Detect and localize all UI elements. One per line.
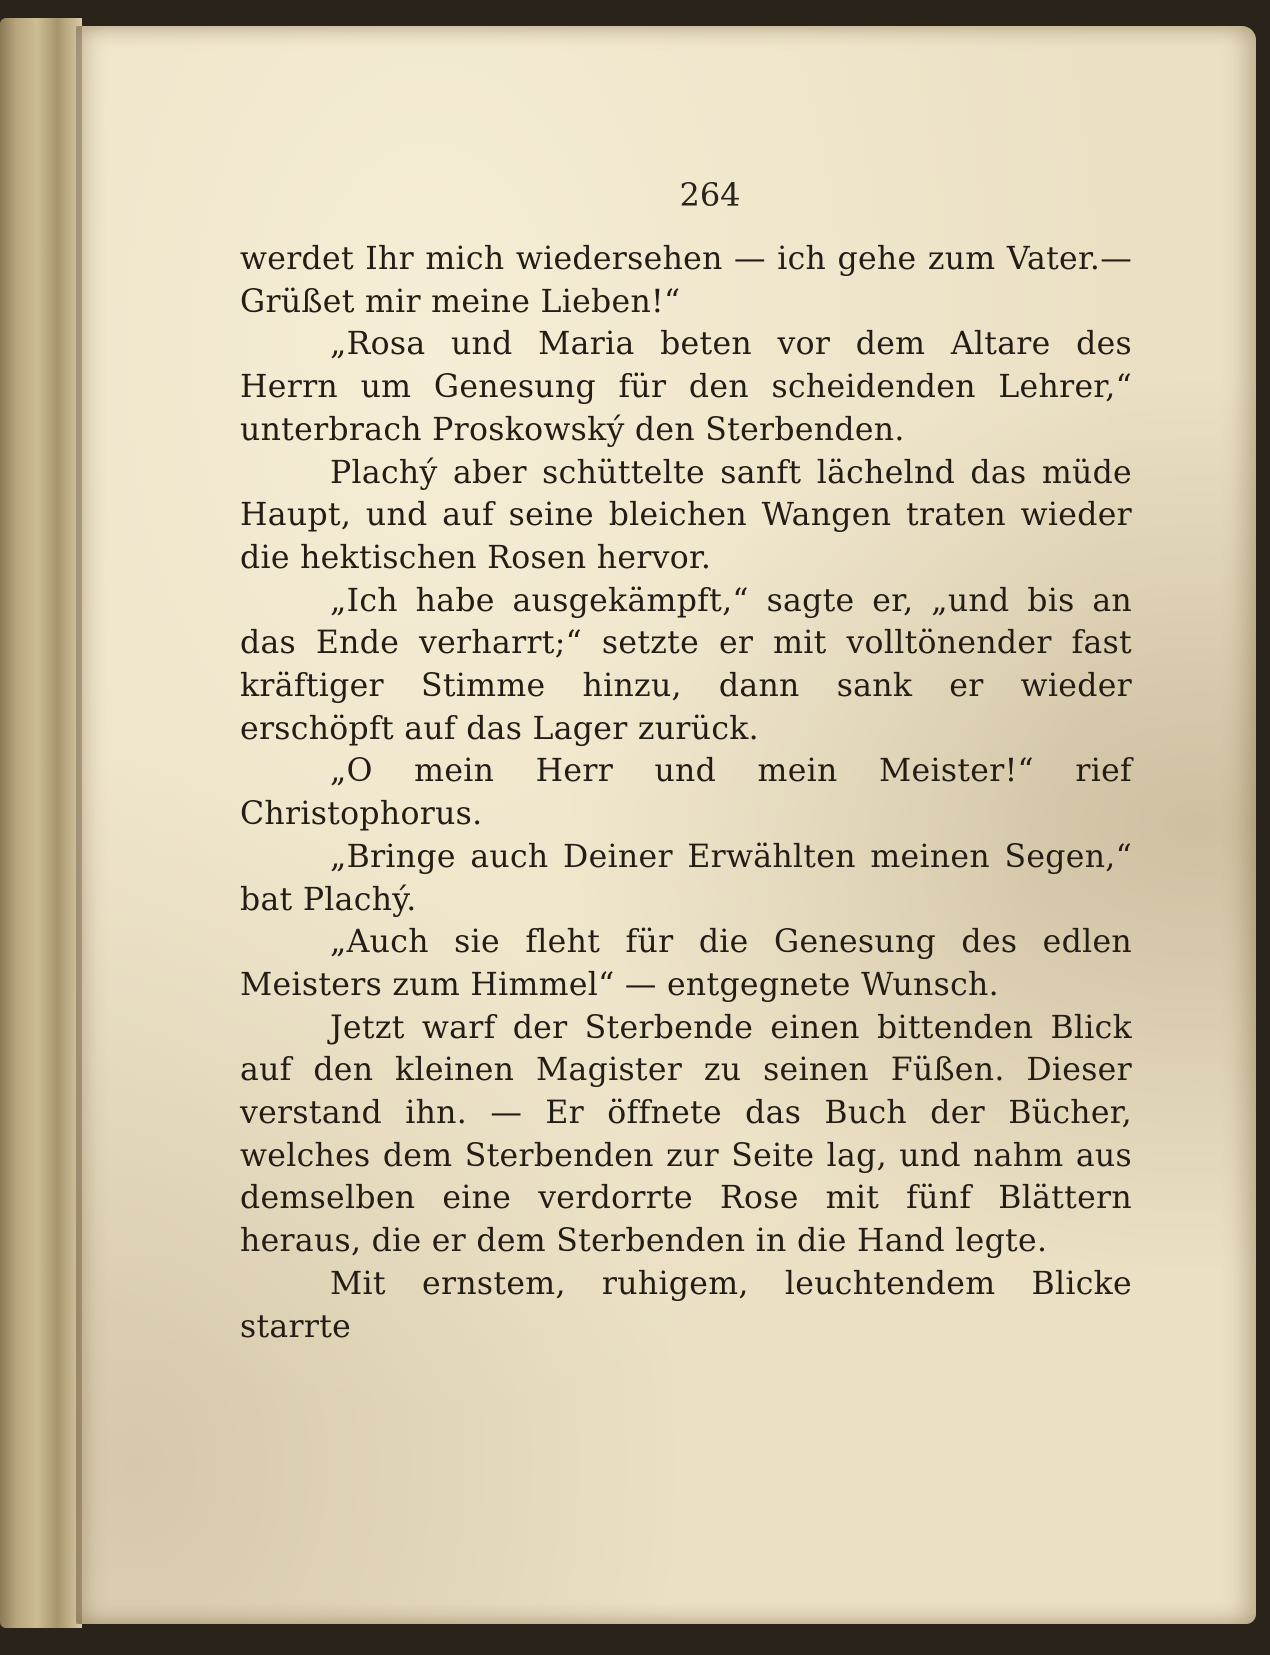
paragraph: Jetzt warf der Sterbende einen bittenden Blick auf den kleinen Magister zu seinen Füßen. Dieser verstand ihn. — Er öffnete das Buch der Bücher, welches dem Sterbenden zur Seite lag, und nahm aus demselben eine verdorrte Rose mit fünf Blättern heraus, die er dem Sterbenden in die Hand legte.	[240, 1009, 1132, 1260]
paragraph: werdet Ihr mich wiedersehen — ich gehe zum Vater.— Grüßet mir meine Lieben!“	[240, 241, 1132, 320]
paragraph: „O mein Herr und mein Meister!“ rief Christophorus.	[240, 753, 1132, 833]
page-number: 264	[679, 176, 741, 214]
paragraph: „Rosa und Maria beten vor dem Altare des Herrn um Genesung für den scheidenden Lehrer,“ unterbrach Proskowský den Sterbenden.	[240, 326, 1132, 448]
page-stack-edge	[0, 18, 82, 1628]
paragraph: Mit ernstem, ruhigem, leuchtendem Blicke starrte	[240, 1265, 1132, 1345]
paragraph: „Bringe auch Deiner Erwählten meinen Segen,“ bat Plachý.	[240, 838, 1132, 918]
page-body	[240, 238, 1132, 1348]
paragraph: „Auch sie fleht für die Genesung des edlen Meisters zum Himmel“ — entgegnete Wunsch.	[240, 924, 1132, 1003]
page-gutter	[76, 26, 82, 1624]
paragraph: „Ich habe ausgekämpft,“ sagte er, „und bis an das Ende verharrt;“ setzte er mit volltönender fast kräftiger Stimme hinzu, dann sank er wieder erschöpft auf das Lager zurück.	[240, 582, 1132, 747]
paragraph: Plachý aber schüttelte sanft lächelnd das müde Haupt, und auf seine bleichen Wangen traten wieder die hektischen Rosen hervor.	[240, 454, 1132, 576]
